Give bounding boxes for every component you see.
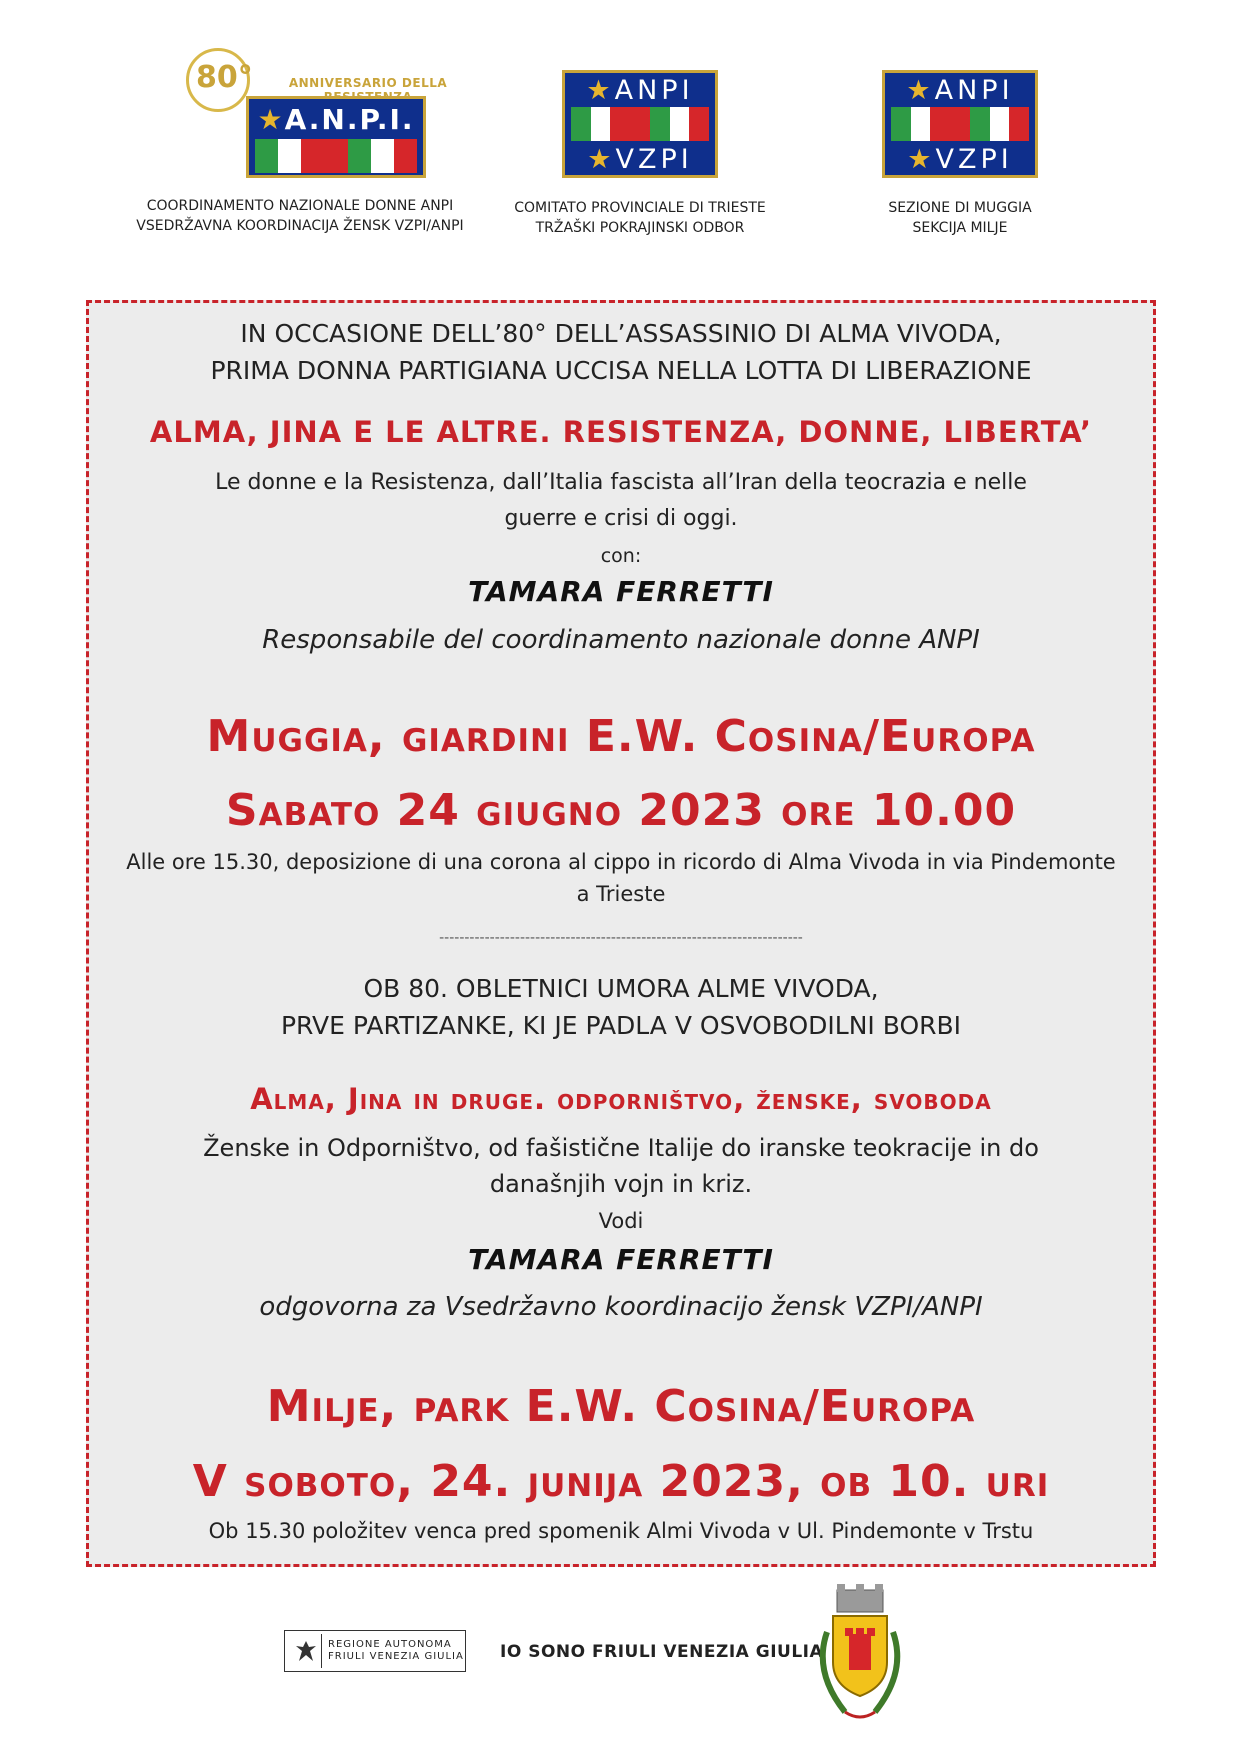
badge-top: ANPI <box>934 74 1014 106</box>
italian-note <box>86 846 1156 910</box>
italian-title: ALMA, JINA E LE ALTRE. RESISTENZA, DONNE, LIBERTA’ <box>149 415 1093 449</box>
badge-text: A.N.P.I. <box>284 102 415 136</box>
star-icon: ★ <box>586 74 615 106</box>
intro-line2: PRVE PARTIZANKE, KI JE PADLA V OSVOBODILNI BORBI <box>280 1011 962 1040</box>
intro-line2: PRIMA DONNA PARTIGIANA UCCISA NELLA LOTTA DI LIBERAZIONE <box>210 356 1032 385</box>
caption-line1: COMITATO PROVINCIALE DI TRIESTE <box>514 200 766 216</box>
note-line1: Alle ore 15.30, deposizione di una corona al cippo in ricordo di Alma Vivoda in via Pindemonte <box>126 850 1116 874</box>
anpi-vzpi-badge <box>562 70 718 178</box>
region-slogan: IO SONO FRIULI VENEZIA GIULIA <box>500 1642 824 1662</box>
region-line2: FRIULI VENEZIA GIULIA <box>328 1651 464 1662</box>
anniversary-number: 80° <box>196 60 253 95</box>
slovenian-speaker: TAMARA FERRETTI <box>468 1243 774 1276</box>
slovenian-speaker-role: odgovorna za Vsedržavno koordinacijo žensk VZPI/ANPI <box>259 1292 983 1322</box>
italian-intro <box>86 315 1156 389</box>
anpi-vzpi-badge <box>882 70 1038 178</box>
italian-speaker: TAMARA FERRETTI <box>468 575 774 608</box>
logo-comitato-trieste <box>490 40 790 238</box>
slovenian-intro <box>86 970 1156 1044</box>
region-logo <box>284 1630 466 1672</box>
slovenian-place: Milje, park E.W. Cosina/Europa <box>266 1381 976 1432</box>
region-line1: REGIONE AUTONOMA <box>328 1639 452 1650</box>
intro-line1: OB 80. OBLETNICI UMORA ALME VIVODA, <box>363 974 879 1003</box>
slovenian-description <box>86 1130 1156 1202</box>
desc-line2: guerre e crisi di oggi. <box>504 506 738 531</box>
italian-flag-icon <box>255 139 417 173</box>
italian-date: Sabato 24 giugno 2023 ore 10.00 <box>225 785 1017 836</box>
italian-description <box>86 465 1156 537</box>
italian-flag-icon <box>571 107 709 141</box>
italian-speaker-role: Responsabile del coordinamento nazionale donne ANPI <box>262 625 980 655</box>
intro-line1: IN OCCASIONE DELL’80° DELL’ASSASSINIO DI ALMA VIVODA, <box>240 319 1002 348</box>
caption-line2: VSEDRŽAVNA KOORDINACIJA ŽENSK VZPI/ANPI <box>136 218 464 234</box>
star-icon: ★ <box>906 74 935 106</box>
italian-with: con: <box>600 545 642 567</box>
badge-bottom: VZPI <box>935 143 1013 175</box>
caption-line2: SEKCIJA MILJE <box>912 220 1008 236</box>
logo-sezione-muggia <box>810 40 1110 238</box>
separator: ------------------------------------------------------------------------ <box>439 930 803 946</box>
caption-line1: SEZIONE DI MUGGIA <box>888 200 1032 216</box>
eagle-icon <box>291 1634 322 1668</box>
logo-coordinamento-donne <box>120 40 480 236</box>
slovenian-with: Vodi <box>598 1209 644 1233</box>
star-icon: ★ <box>587 143 616 175</box>
municipal-coat-of-arms-icon <box>805 1582 915 1732</box>
desc-line2: današnjih vojn in kriz. <box>489 1170 753 1198</box>
badge-top: ANPI <box>614 74 694 106</box>
anpi-badge <box>246 96 426 178</box>
desc-line1: Ženske in Odporništvo, od fašistične Italije do iranske teokracije in do <box>203 1134 1039 1162</box>
slovenian-note: Ob 15.30 položitev venca pred spomenik Almi Vivoda v Ul. Pindemonte v Trstu <box>208 1519 1034 1543</box>
slovenian-title: Alma, Jina in druge. odporništvo, ženske, svoboda <box>250 1082 992 1116</box>
italian-flag-icon <box>891 107 1029 141</box>
caption-line1: COORDINAMENTO NAZIONALE DONNE ANPI <box>146 198 454 214</box>
star-icon: ★ <box>907 143 936 175</box>
anniversary-text: ANNIVERSARIO DELLA <box>288 76 448 90</box>
caption-line2: TRŽAŠKI POKRAJINSKI ODBOR <box>535 220 745 236</box>
desc-line1: Le donne e la Resistenza, dall’Italia fascista all’Iran della teocrazia e nelle <box>215 470 1027 495</box>
slovenian-date: V soboto, 24. junija 2023, ob 10. uri <box>192 1456 1050 1507</box>
note-line2: a Trieste <box>576 882 666 906</box>
badge-bottom: VZPI <box>615 143 693 175</box>
star-icon: ★ <box>257 102 285 136</box>
italian-place: Muggia, giardini E.W. Cosina/Europa <box>206 711 1036 762</box>
